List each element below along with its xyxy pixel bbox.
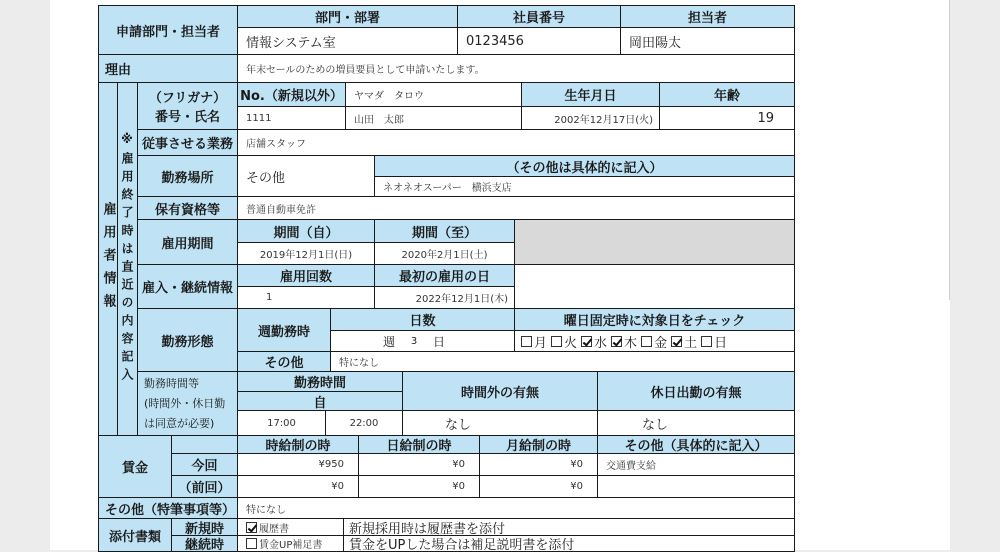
workplace-label: 勤務場所	[137, 155, 238, 197]
prev-daily-field[interactable]: ¥0	[358, 475, 480, 498]
special-field[interactable]: 特になし	[237, 497, 795, 519]
weekday-sun[interactable]: 日	[701, 332, 727, 351]
period-blank	[514, 219, 795, 265]
age-header: 年齢	[659, 82, 795, 107]
weekday-fri[interactable]: 金	[641, 332, 667, 351]
cont-note: 賃金をUPした場合は補足説明書を添付	[343, 535, 795, 552]
applicant-section-label: 申請部門・担当者	[98, 5, 238, 55]
current-daily-field[interactable]: ¥0	[358, 453, 480, 476]
wage-supplement-checkbox[interactable]	[246, 538, 257, 549]
first-hire-field[interactable]: 2022年12月1日(木)	[374, 286, 515, 309]
period-from-field[interactable]: 2019年12月1日(日)	[237, 242, 375, 265]
hire-count-header: 雇用回数	[237, 264, 375, 287]
work-other-label: その他	[237, 351, 331, 372]
overtime-field[interactable]: なし	[402, 410, 598, 436]
qualification-field[interactable]: 普通自動車免許	[237, 196, 795, 220]
thu-checkbox[interactable]	[611, 336, 622, 347]
hire-label: 雇入・継続情報	[137, 264, 238, 309]
furigana-field[interactable]: ヤマダ タロウ	[345, 82, 522, 107]
wage-corner	[171, 435, 238, 454]
wage-label: 賃金	[98, 435, 172, 498]
birth-field[interactable]: 2002年12月17日(火)	[521, 106, 660, 130]
wage-other-header: その他（具体的に記入）	[597, 435, 795, 454]
holiday-header: 休日出勤の有無	[597, 371, 795, 411]
sheet-edge	[949, 0, 950, 300]
new-note: 新規採用時は履歴書を添付	[343, 518, 795, 536]
daily-header: 日給制の時	[358, 435, 480, 454]
weekday-tue[interactable]: 火	[551, 332, 577, 351]
weekday-mon[interactable]: 月	[521, 332, 547, 351]
days-field[interactable]: 週 3 日	[330, 330, 515, 352]
attachments-label: 添付書類	[98, 518, 172, 552]
duty-label: 従事させる業務	[137, 129, 238, 156]
first-hire-header: 最初の雇用の日	[374, 264, 515, 287]
weekday-checkboxes	[514, 330, 795, 352]
resume-checkbox[interactable]	[246, 522, 257, 533]
prev-label: （前回）	[171, 475, 238, 498]
mon-checkbox[interactable]	[521, 336, 532, 347]
weekday-header: 曜日固定時に対象日をチェック	[514, 308, 795, 331]
number-field[interactable]: 1111	[237, 106, 346, 130]
new-label: 新規時	[171, 518, 238, 536]
tue-checkbox[interactable]	[551, 336, 562, 347]
work-style-label: 勤務形態	[137, 308, 238, 372]
dept-header: 部門・部署	[237, 5, 458, 28]
current-other-field[interactable]: 交通費支給	[597, 453, 795, 476]
hourly-header: 時給制の時	[237, 435, 359, 454]
age-field[interactable]: 19	[659, 106, 795, 130]
empno-field[interactable]: 0123456	[457, 27, 621, 55]
reason-label: 理由	[98, 54, 238, 83]
resume-option[interactable]: 履歴書	[237, 518, 344, 536]
hours-from-label: 自	[237, 391, 403, 411]
period-to-header: 期間（至）	[374, 219, 515, 243]
cont-label: 継続時	[171, 535, 238, 552]
birth-header: 生年月日	[521, 82, 660, 107]
workplace-select[interactable]: その他	[237, 155, 375, 197]
weekday-sat[interactable]: 土	[671, 332, 697, 351]
no-header: No.（新規以外）	[237, 82, 346, 107]
hire-count-field[interactable]: 1	[237, 286, 375, 309]
weekly-label: 週勤務時	[237, 308, 331, 352]
dept-field[interactable]: 情報システム室	[237, 27, 458, 55]
employee-side-note: ※雇用終了時は直近の内容記入	[117, 82, 138, 436]
duty-field[interactable]: 店舗スタッフ	[237, 129, 795, 156]
empno-header: 社員番号	[457, 5, 621, 28]
name-field[interactable]: 山田 太郎	[345, 106, 522, 130]
reason-field[interactable]: 年末セールのための増員要員として申請いたします。	[237, 54, 795, 83]
hours-header: 勤務時間	[237, 371, 403, 392]
workplace-other-header: （その他は具体的に記入）	[374, 155, 795, 177]
person-header: 担当者	[620, 5, 795, 28]
period-from-header: 期間（自）	[237, 219, 375, 243]
current-label: 今回	[171, 453, 238, 476]
work-other-field[interactable]: 特になし	[330, 351, 795, 372]
person-field[interactable]: 岡田陽太	[620, 27, 795, 55]
weekday-thu[interactable]: 木	[611, 332, 637, 351]
name-label: （フリガナ） 番号・氏名	[137, 82, 238, 130]
overtime-header: 時間外の有無	[402, 371, 598, 411]
period-to-field[interactable]: 2020年2月1日(土)	[374, 242, 515, 265]
special-label: その他（特筆事項等）	[98, 497, 238, 519]
hire-blank	[514, 264, 795, 309]
weekday-wed[interactable]: 水	[581, 332, 607, 351]
prev-other-field[interactable]	[597, 475, 795, 498]
qualification-label: 保有資格等	[137, 196, 238, 220]
employee-side-label: 雇用者情報	[98, 82, 118, 436]
holiday-field[interactable]: なし	[597, 410, 795, 436]
sat-checkbox[interactable]	[671, 336, 682, 347]
workplace-other-field[interactable]: ネオネオスーパー 横浜支店	[374, 176, 795, 197]
days-header: 日数	[330, 308, 515, 331]
period-label: 雇用期間	[137, 219, 238, 265]
monthly-header: 月給制の時	[479, 435, 598, 454]
wage-supplement-option[interactable]: 賃金UP補足書	[237, 535, 344, 552]
wed-checkbox[interactable]	[581, 336, 592, 347]
sun-checkbox[interactable]	[701, 336, 712, 347]
hours-to-field[interactable]: 22:00	[325, 410, 403, 436]
current-monthly-field[interactable]: ¥0	[479, 453, 598, 476]
hours-label: 勤務時間等 (時間外・休日勤 は同意が必要)	[137, 371, 238, 436]
fri-checkbox[interactable]	[641, 336, 652, 347]
prev-hourly-field[interactable]: ¥0	[237, 475, 359, 498]
prev-monthly-field[interactable]: ¥0	[479, 475, 598, 498]
hours-from-field[interactable]: 17:00	[237, 410, 326, 436]
current-hourly-field[interactable]: ¥950	[237, 453, 359, 476]
